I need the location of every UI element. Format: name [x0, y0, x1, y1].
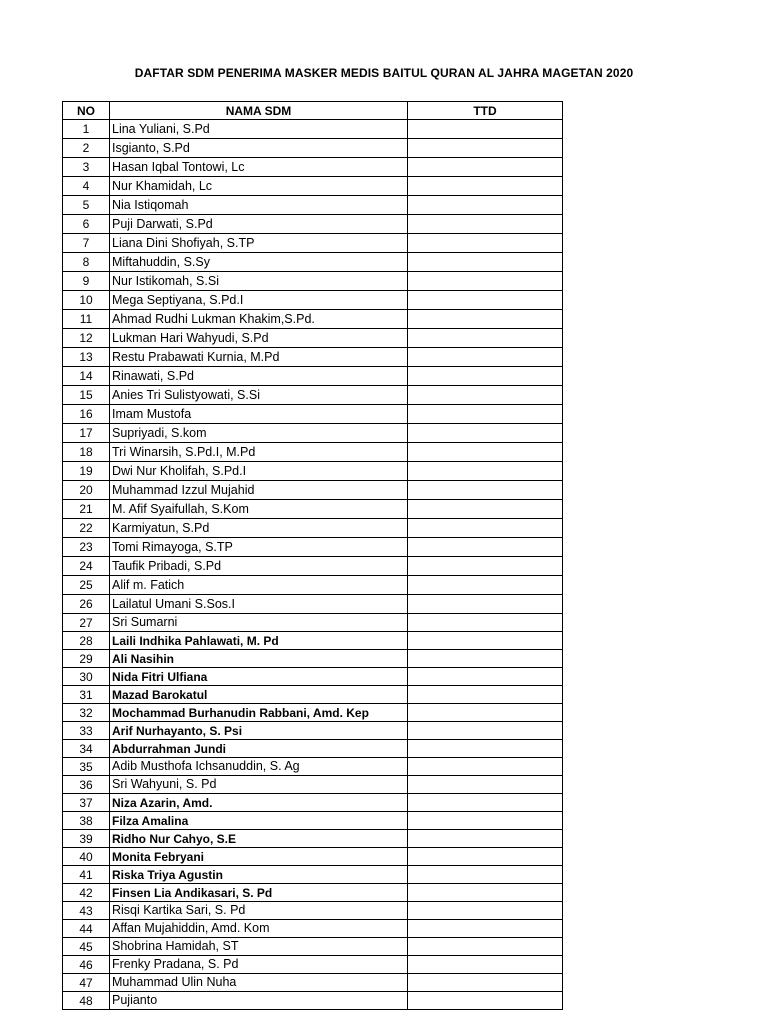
row-ttd-cell — [408, 866, 563, 884]
table-row — [63, 668, 563, 686]
row-ttd-cell — [408, 830, 563, 848]
row-number: 25 — [63, 576, 110, 595]
row-ttd-cell — [408, 519, 563, 538]
row-ttd-cell — [408, 956, 563, 974]
row-number: 29 — [63, 650, 110, 668]
row-number: 28 — [63, 632, 110, 650]
row-number: 5 — [63, 196, 110, 215]
row-number: 47 — [63, 974, 110, 992]
table-row — [63, 519, 563, 538]
table-row — [63, 722, 563, 740]
table-row — [63, 557, 563, 576]
table-row — [63, 405, 563, 424]
row-ttd-cell — [408, 158, 563, 177]
row-nama-sdm: M. Afif Syaifullah, S.Kom — [110, 500, 408, 519]
row-ttd-cell — [408, 974, 563, 992]
table-row — [63, 234, 563, 253]
row-nama-sdm: Liana Dini Shofiyah, S.TP — [110, 234, 408, 253]
row-ttd-cell — [408, 740, 563, 758]
row-ttd-cell — [408, 405, 563, 424]
row-ttd-cell — [408, 367, 563, 386]
row-nama-sdm: Anies Tri Sulistyowati, S.Si — [110, 386, 408, 405]
row-ttd-cell — [408, 776, 563, 794]
table-row — [63, 177, 563, 196]
row-nama-sdm: Tri Winarsih, S.Pd.I, M.Pd — [110, 443, 408, 462]
row-nama-sdm: Mochammad Burhanudin Rabbani, Amd. Kep — [110, 704, 408, 722]
row-ttd-cell — [408, 758, 563, 776]
row-number: 20 — [63, 481, 110, 500]
table-row — [63, 974, 563, 992]
row-ttd-cell — [408, 632, 563, 650]
row-ttd-cell — [408, 722, 563, 740]
table-row — [63, 120, 563, 139]
table-row — [63, 196, 563, 215]
row-number: 41 — [63, 866, 110, 884]
table-row — [63, 812, 563, 830]
table-row — [63, 830, 563, 848]
row-number: 39 — [63, 830, 110, 848]
row-number: 23 — [63, 538, 110, 557]
row-number: 8 — [63, 253, 110, 272]
row-nama-sdm: Pujianto — [110, 992, 408, 1010]
row-number: 44 — [63, 920, 110, 938]
row-number: 30 — [63, 668, 110, 686]
row-ttd-cell — [408, 650, 563, 668]
row-nama-sdm: Mega Septiyana, S.Pd.I — [110, 291, 408, 310]
row-ttd-cell — [408, 500, 563, 519]
table-row — [63, 956, 563, 974]
row-number: 9 — [63, 272, 110, 291]
table-row — [63, 443, 563, 462]
row-ttd-cell — [408, 481, 563, 500]
row-nama-sdm: Arif Nurhayanto, S. Psi — [110, 722, 408, 740]
row-ttd-cell — [408, 272, 563, 291]
table-header-row — [63, 102, 563, 120]
row-number: 10 — [63, 291, 110, 310]
row-nama-sdm: Sri Wahyuni, S. Pd — [110, 776, 408, 794]
row-number: 26 — [63, 595, 110, 614]
row-ttd-cell — [408, 424, 563, 443]
table-row — [63, 500, 563, 519]
row-nama-sdm: Ahmad Rudhi Lukman Khakim,S.Pd. — [110, 310, 408, 329]
table-row — [63, 538, 563, 557]
header-ttd: TTD — [408, 102, 563, 120]
row-number: 3 — [63, 158, 110, 177]
row-nama-sdm: Filza Amalina — [110, 812, 408, 830]
row-nama-sdm: Laili Indhika Pahlawati, M. Pd — [110, 632, 408, 650]
row-number: 13 — [63, 348, 110, 367]
row-number: 48 — [63, 992, 110, 1010]
row-ttd-cell — [408, 120, 563, 139]
row-ttd-cell — [408, 992, 563, 1010]
row-nama-sdm: Lina Yuliani, S.Pd — [110, 120, 408, 139]
row-nama-sdm: Finsen Lia Andikasari, S. Pd — [110, 884, 408, 902]
table-row — [63, 424, 563, 443]
row-number: 33 — [63, 722, 110, 740]
row-ttd-cell — [408, 902, 563, 920]
row-number: 12 — [63, 329, 110, 348]
row-nama-sdm: Abdurrahman Jundi — [110, 740, 408, 758]
table-row — [63, 310, 563, 329]
row-number: 11 — [63, 310, 110, 329]
row-ttd-cell — [408, 686, 563, 704]
row-nama-sdm: Mazad Barokatul — [110, 686, 408, 704]
row-nama-sdm: Muhammad Izzul Mujahid — [110, 481, 408, 500]
row-ttd-cell — [408, 576, 563, 595]
row-number: 34 — [63, 740, 110, 758]
row-number: 22 — [63, 519, 110, 538]
table-row — [63, 866, 563, 884]
row-number: 27 — [63, 614, 110, 632]
table-row — [63, 758, 563, 776]
row-number: 40 — [63, 848, 110, 866]
row-ttd-cell — [408, 443, 563, 462]
row-ttd-cell — [408, 348, 563, 367]
table-row — [63, 386, 563, 405]
row-nama-sdm: Riska Triya Agustin — [110, 866, 408, 884]
row-ttd-cell — [408, 177, 563, 196]
row-nama-sdm: Sri Sumarni — [110, 614, 408, 632]
row-number: 7 — [63, 234, 110, 253]
row-number: 2 — [63, 139, 110, 158]
page-title: DAFTAR SDM PENERIMA MASKER MEDIS BAITUL QURAN AL JAHRA MAGETAN 2020 — [134, 66, 634, 80]
row-nama-sdm: Taufik Pribadi, S.Pd — [110, 557, 408, 576]
row-ttd-cell — [408, 595, 563, 614]
header-no: NO — [63, 102, 110, 120]
table-row — [63, 920, 563, 938]
table-row — [63, 992, 563, 1010]
table-row — [63, 884, 563, 902]
row-ttd-cell — [408, 848, 563, 866]
row-number: 38 — [63, 812, 110, 830]
row-number: 18 — [63, 443, 110, 462]
row-nama-sdm: Lukman Hari Wahyudi, S.Pd — [110, 329, 408, 348]
row-ttd-cell — [408, 291, 563, 310]
row-nama-sdm: Puji Darwati, S.Pd — [110, 215, 408, 234]
table-row — [63, 367, 563, 386]
row-nama-sdm: Affan Mujahiddin, Amd. Kom — [110, 920, 408, 938]
row-number: 4 — [63, 177, 110, 196]
row-nama-sdm: Adib Musthofa Ichsanuddin, S. Ag — [110, 758, 408, 776]
row-nama-sdm: Tomi Rimayoga, S.TP — [110, 538, 408, 557]
row-number: 31 — [63, 686, 110, 704]
row-number: 32 — [63, 704, 110, 722]
row-ttd-cell — [408, 557, 563, 576]
row-ttd-cell — [408, 253, 563, 272]
row-ttd-cell — [408, 234, 563, 253]
row-ttd-cell — [408, 139, 563, 158]
row-nama-sdm: Monita Febryani — [110, 848, 408, 866]
row-ttd-cell — [408, 215, 563, 234]
row-number: 6 — [63, 215, 110, 234]
table-row — [63, 776, 563, 794]
table-row — [63, 348, 563, 367]
row-number: 19 — [63, 462, 110, 481]
row-nama-sdm: Supriyadi, S.kom — [110, 424, 408, 443]
table-row — [63, 576, 563, 595]
row-nama-sdm: Nia Istiqomah — [110, 196, 408, 215]
row-number: 1 — [63, 120, 110, 139]
row-ttd-cell — [408, 538, 563, 557]
row-ttd-cell — [408, 794, 563, 812]
table-row — [63, 462, 563, 481]
row-nama-sdm: Frenky Pradana, S. Pd — [110, 956, 408, 974]
table-row — [63, 481, 563, 500]
table-row — [63, 614, 563, 632]
row-number: 45 — [63, 938, 110, 956]
row-number: 37 — [63, 794, 110, 812]
table-row — [63, 291, 563, 310]
row-nama-sdm: Dwi Nur Kholifah, S.Pd.I — [110, 462, 408, 481]
row-ttd-cell — [408, 614, 563, 632]
row-nama-sdm: Lailatul Umani S.Sos.I — [110, 595, 408, 614]
table-row — [63, 686, 563, 704]
table-row — [63, 650, 563, 668]
table-row — [63, 215, 563, 234]
table-row — [63, 704, 563, 722]
row-ttd-cell — [408, 812, 563, 830]
table-row — [63, 139, 563, 158]
row-nama-sdm: Imam Mustofa — [110, 405, 408, 424]
row-number: 24 — [63, 557, 110, 576]
row-nama-sdm: Ali Nasihin — [110, 650, 408, 668]
row-number: 14 — [63, 367, 110, 386]
row-ttd-cell — [408, 462, 563, 481]
row-number: 16 — [63, 405, 110, 424]
row-number: 15 — [63, 386, 110, 405]
table-row — [63, 848, 563, 866]
table-row — [63, 740, 563, 758]
table-row — [63, 272, 563, 291]
row-nama-sdm: Niza Azarin, Amd. — [110, 794, 408, 812]
table-row — [63, 329, 563, 348]
row-number: 17 — [63, 424, 110, 443]
row-number: 42 — [63, 884, 110, 902]
row-number: 43 — [63, 902, 110, 920]
row-nama-sdm: Alif m. Fatich — [110, 576, 408, 595]
sdm-table — [62, 101, 563, 1010]
table-row — [63, 938, 563, 956]
row-number: 35 — [63, 758, 110, 776]
header-nama-sdm: NAMA SDM — [110, 102, 408, 120]
row-ttd-cell — [408, 196, 563, 215]
row-nama-sdm: Isgianto, S.Pd — [110, 139, 408, 158]
row-nama-sdm: Risqi Kartika Sari, S. Pd — [110, 902, 408, 920]
row-nama-sdm: Karmiyatun, S.Pd — [110, 519, 408, 538]
row-ttd-cell — [408, 668, 563, 686]
row-nama-sdm: Ridho Nur Cahyo, S.E — [110, 830, 408, 848]
row-ttd-cell — [408, 704, 563, 722]
row-ttd-cell — [408, 884, 563, 902]
row-number: 21 — [63, 500, 110, 519]
row-nama-sdm: Shobrina Hamidah, ST — [110, 938, 408, 956]
row-number: 46 — [63, 956, 110, 974]
row-ttd-cell — [408, 938, 563, 956]
row-nama-sdm: Restu Prabawati Kurnia, M.Pd — [110, 348, 408, 367]
row-number: 36 — [63, 776, 110, 794]
table-row — [63, 632, 563, 650]
table-row — [63, 158, 563, 177]
table-row — [63, 595, 563, 614]
row-ttd-cell — [408, 329, 563, 348]
row-nama-sdm: Rinawati, S.Pd — [110, 367, 408, 386]
row-nama-sdm: Hasan Iqbal Tontowi, Lc — [110, 158, 408, 177]
row-nama-sdm: Muhammad Ulin Nuha — [110, 974, 408, 992]
row-ttd-cell — [408, 386, 563, 405]
row-nama-sdm: Miftahuddin, S.Sy — [110, 253, 408, 272]
row-nama-sdm: Nur Khamidah, Lc — [110, 177, 408, 196]
row-ttd-cell — [408, 310, 563, 329]
table-row — [63, 794, 563, 812]
table-row — [63, 902, 563, 920]
row-nama-sdm: Nur Istikomah, S.Si — [110, 272, 408, 291]
table-row — [63, 253, 563, 272]
row-ttd-cell — [408, 920, 563, 938]
row-nama-sdm: Nida Fitri Ulfiana — [110, 668, 408, 686]
